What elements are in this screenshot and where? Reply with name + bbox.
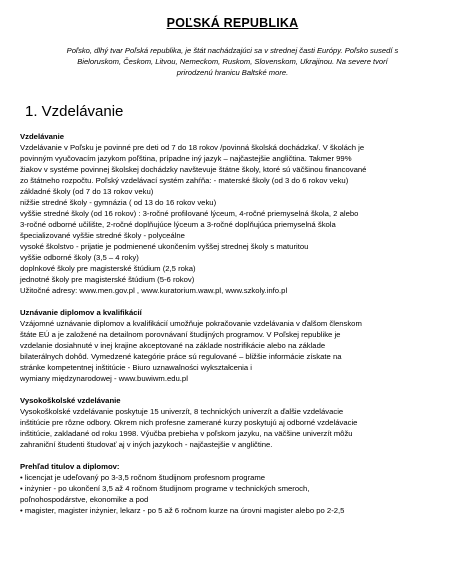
text-line: inštitúcie, zakladané od roku 1998. Výučba prebieha v poľskom jazyku, na väčšine univerzít môžu xyxy=(20,429,353,438)
text-line: nižšie stredné školy - gymnázia ( od 13 do 16 rokov veku) xyxy=(20,198,217,207)
text-line: Užitočné adresy: www.men.gov.pl , www.kuratorium.waw.pl, www.szkoly.info.pl xyxy=(20,286,288,295)
text-line: doplnkové školy pre magisterské štúdium (2,5 roka) xyxy=(20,264,196,273)
section-heading: 1. Vzdelávanie xyxy=(25,103,124,120)
text-line: wymiany międzynarodowej - www.buwiwm.edu.pl xyxy=(20,374,188,383)
subsection-title: Vzdelávanie xyxy=(20,132,65,141)
text-line: vyššie stredné školy (od 16 rokov) : 3-ročné profilované lýceum, 4-ročné priemyselná škola, 2 alebo xyxy=(20,209,359,218)
text-line: žiakov v systéme povinnej školskej dochádzky navštevuje štátne školy, ktoré sú väčšinou financované xyxy=(20,165,367,174)
text-line: Vysokoškolské vzdelávanie poskytuje 15 univerzít, 8 technických univerzít a ďalšie vzdelávacie xyxy=(20,407,344,416)
subsection-title: Vysokoškolské vzdelávanie xyxy=(20,396,121,405)
text-line: jednotné školy pre magisterské štúdium (5-6 rokov) xyxy=(20,275,195,284)
intro-line: Poľsko, dlhý tvar Poľská republika, je štát nachádzajúci sa v strednej časti Európy. Poľsko susedí s xyxy=(66,46,399,55)
bullet-line: • licencjat je udeľovaný po 3-3,5 ročnom študijnom profesnom programe xyxy=(20,473,266,482)
paragraph-gap xyxy=(20,296,450,307)
text-line: povinným vyučovacím jazykom poľština, prípadne iný jazyk – najčastejšie angličtina. Takmer 99% xyxy=(20,154,352,163)
text-line: inštitúcie pre rôzne odbory. Okrem nich profesne zamerané kurzy poskytujú aj odborné vzdelávacie xyxy=(20,418,358,427)
intro-paragraph xyxy=(22,45,443,78)
subsection-title: Prehľad titulov a diplomov: xyxy=(20,462,120,471)
text-line: vzdelanie dosiahnuté v inej krajine akceptované na základe nostrifikácie alebo na základe xyxy=(20,341,326,350)
intro-line: prirodzenú hranicu Baltské more. xyxy=(176,68,289,77)
text-line: zo štátneho rozpočtu. Poľský vzdelávací systém zahŕňa: - materské školy (od 3 do 6 rokov veku) xyxy=(20,176,349,185)
text-line: bilaterálnych dohôd. Vymedzené kategórie práce sú regulované – bližšie informácie získate na xyxy=(20,352,342,361)
intro-line: Bieloruskom, Českom, Litvou, Nemeckom, Ruskom, Slovenskom, Ukrajinou. Na severe tvorí xyxy=(77,57,388,66)
text-line: základné školy (od 7 do 13 rokov veku) xyxy=(20,187,154,196)
page-title: POĽSKÁ REPUBLIKA xyxy=(166,16,299,30)
bullet-line: • magister, magister inżynier, lekarz - po 5 až 6 ročnom kurze na úrovni magister alebo po 2-2,5 xyxy=(20,506,345,515)
text-line: vyššie odborné školy (3,5 – 4 roky) xyxy=(20,253,139,262)
text-line: Vzájomné uznávanie diplomov a kvalifikácií umožňuje pokračovanie vzdelávania v ďalšom členskom xyxy=(20,319,362,328)
text-line: 3-ročné odborné učilište, 2-ročné doplňujúce lýceum a 3-ročné doplňujúca priemyselná škola xyxy=(20,220,336,229)
text-line: vysoké školstvo - prijatie je podmienené ukončením vyššej strednej školy s maturitou xyxy=(20,242,309,251)
paragraph-gap xyxy=(20,384,450,395)
bullet-line: poľnohospodárstve, ekonomike a pod xyxy=(20,495,149,504)
subsection-title: Uznávanie diplomov a kvalifikácií xyxy=(20,308,142,317)
paragraph-gap xyxy=(20,450,450,461)
document-body xyxy=(20,131,450,516)
text-line: stránke kompetentnej inštitúcie - Biuro uznawalności wykształcenia i xyxy=(20,363,253,372)
text-line: špecializované vyššie stredné školy - polyceálne xyxy=(20,231,185,240)
text-line: zahraniční študenti študovať aj v iných jazykoch - najčastejšie v angličtine. xyxy=(20,440,273,449)
bullet-line: • inżynier - po ukončení 3,5 až 4 ročnom študijnom programe v technických smeroch, xyxy=(20,484,310,493)
text-line: štáte EÚ a je založené na detailnom porovnávaní študijných programov. V Poľskej republike je xyxy=(20,330,341,339)
text-line: Vzdelávanie v Poľsku je povinné pre deti od 7 do 18 rokov /povinná školská dochádzka/. V školách je xyxy=(20,143,365,152)
